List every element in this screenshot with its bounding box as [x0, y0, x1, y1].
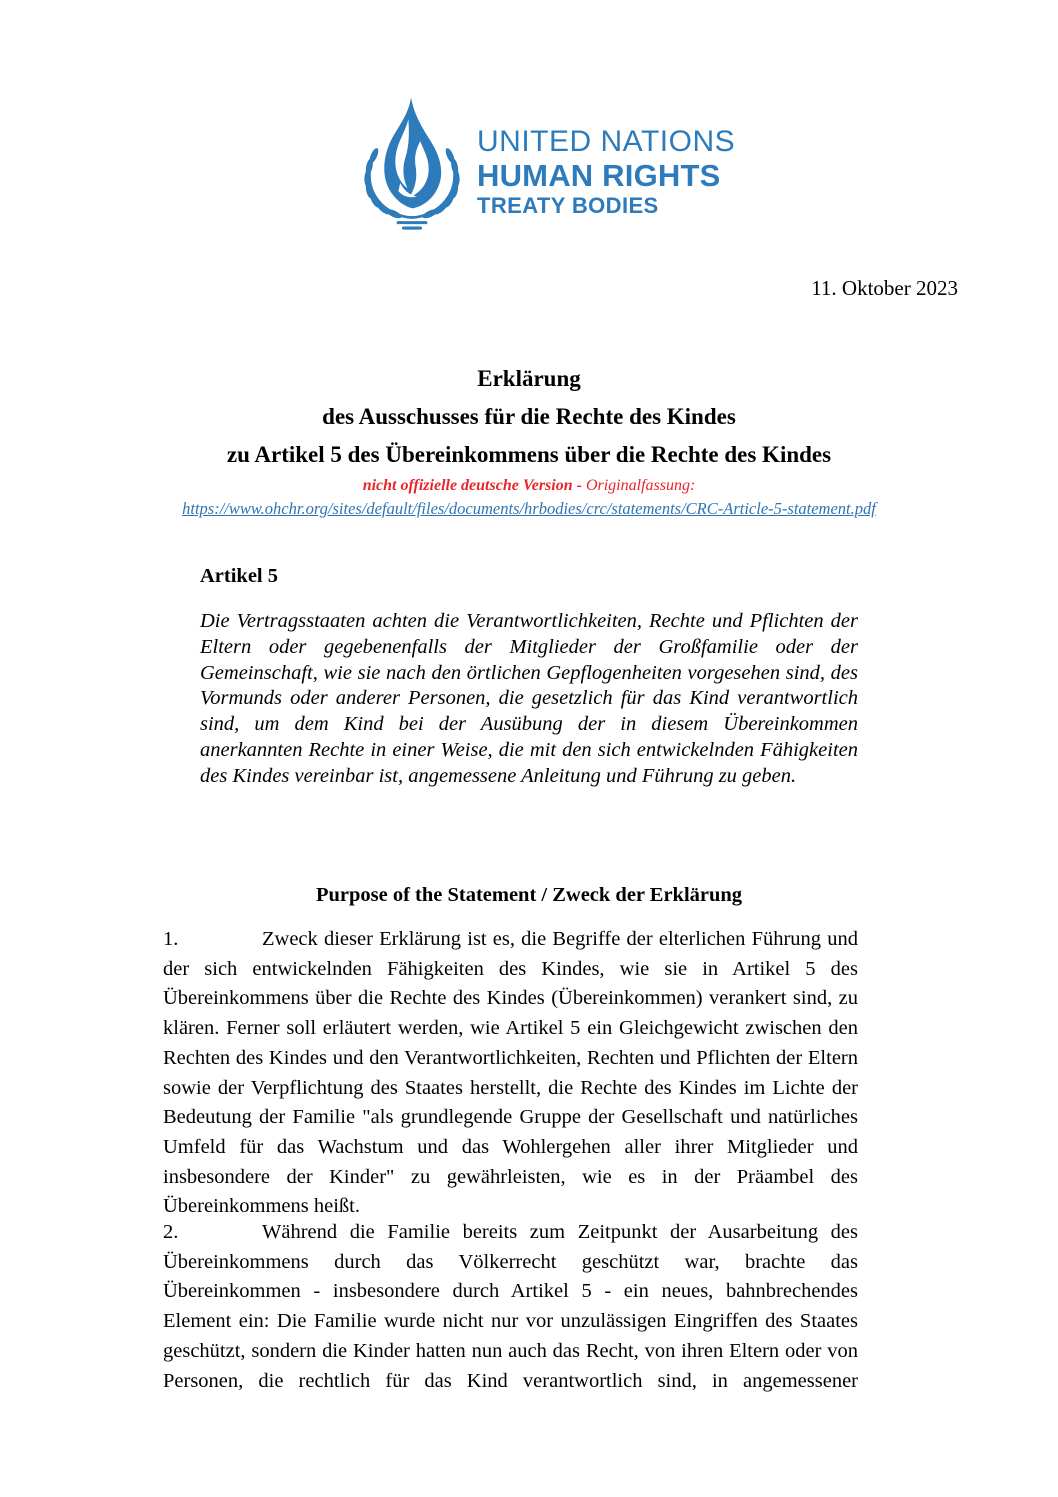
paragraph-2: [163, 1218, 858, 1396]
logo-treaty-bodies: TREATY BODIES: [477, 193, 659, 218]
document-date: 11. Oktober 2023: [811, 276, 958, 300]
paragraph-1-text: Zweck dieser Erklärung ist es, die Begriffe der elterlichen Führung und der sich entwickelnden Fähigkeiten des Kindes, wie sie in Artikel 5 des Übereinkommens über die Rechte des Kindes (Übereinkommen) verankert sind, zu klären. Ferner soll erläutert werden, wie Artikel 5 ein Gleichgewicht zwischen den Rechten des Kindes und den Verantwortlichkeiten, Rechten und Pflichten der Eltern sowie der Verpflichtung des Staates herstellt, die Rechte des Kindes im Lichte der Bedeutung der Familie "als grundlegende Gruppe der Gesellschaft und natürliches Umfeld für das Wachstum und das Wohlergehen aller ihrer Mitglieder und insbesondere der Kinder" zu gewährleisten, wie es in der Präambel des Übereinkommens heißt.: [163, 928, 858, 1218]
document-title: [0, 360, 1058, 474]
artikel-5-heading: Artikel 5: [200, 565, 278, 587]
artikel-5-quote: Die Vertragsstaaten achten die Verantwortlichkeiten, Rechte und Pflichten der Eltern oder gegebenenfalls der Mitglieder der Großfamilie oder der Gemeinschaft, wie sie nach den örtlichen Gepflogenheiten vorgesehen sind, des Vormunds oder anderer Personen, die gesetzlich für das Kind verantwortlich sind, um dem Kind bei der Ausübung der in diesem Übereinkommen anerkannten Rechte in einer Weise, die mit den sich entwickelnden Fähigkeiten des Kindes vereinbar ist, angemessene Anleitung und Führung zu geben.: [200, 610, 858, 787]
title-line-1: Erklärung: [477, 366, 581, 391]
paragraph-2-text: Während die Familie bereits zum Zeitpunkt der Ausarbeitung des Übereinkommens durch das Völkerrecht geschützt war, brachte das Übereinkommen - insbesondere durch Artikel 5 - ein neues, bahnbrechendes Element ein: Die Familie wurde nicht nur vor unzulässigen Eingriffen des Staates geschützt, sondern die Kinder hatten nun auch das Recht, von ihren Eltern oder von Personen, die rechtlich für das Kind verantwortlich sind, in angemessener: [163, 1221, 858, 1392]
title-line-3: zu Artikel 5 des Übereinkommens über die Rechte des Kindes: [226, 442, 832, 467]
original-version-link-line: [0, 499, 1058, 519]
logo-wordmark: [477, 127, 735, 217]
logo-united-nations: UNITED NATIONS: [477, 125, 736, 158]
paragraph-2-number: 2.: [163, 1221, 179, 1243]
title-line-2: des Ausschusses für die Rechte des Kindes: [322, 404, 736, 429]
paragraph-1: [163, 925, 858, 1222]
original-pdf-link[interactable]: https://www.ohchr.org/sites/default/files/documents/hrbodies/crc/statements/CRC-Article-5-statement.pdf: [182, 499, 876, 518]
unofficial-version-notice: [0, 477, 1058, 495]
paragraph-1-number: 1.: [163, 928, 179, 950]
notice-regular-text: Originalfassung:: [585, 477, 696, 494]
un-flame-wreath-icon: [353, 93, 471, 233]
purpose-section-heading: Purpose of the Statement / Zweck der Erklärung: [315, 884, 743, 906]
notice-bold-text: nicht offizielle deutsche Version -: [362, 477, 586, 494]
logo-human-rights: HUMAN RIGHTS: [477, 158, 721, 193]
un-human-rights-logo: [353, 93, 735, 233]
